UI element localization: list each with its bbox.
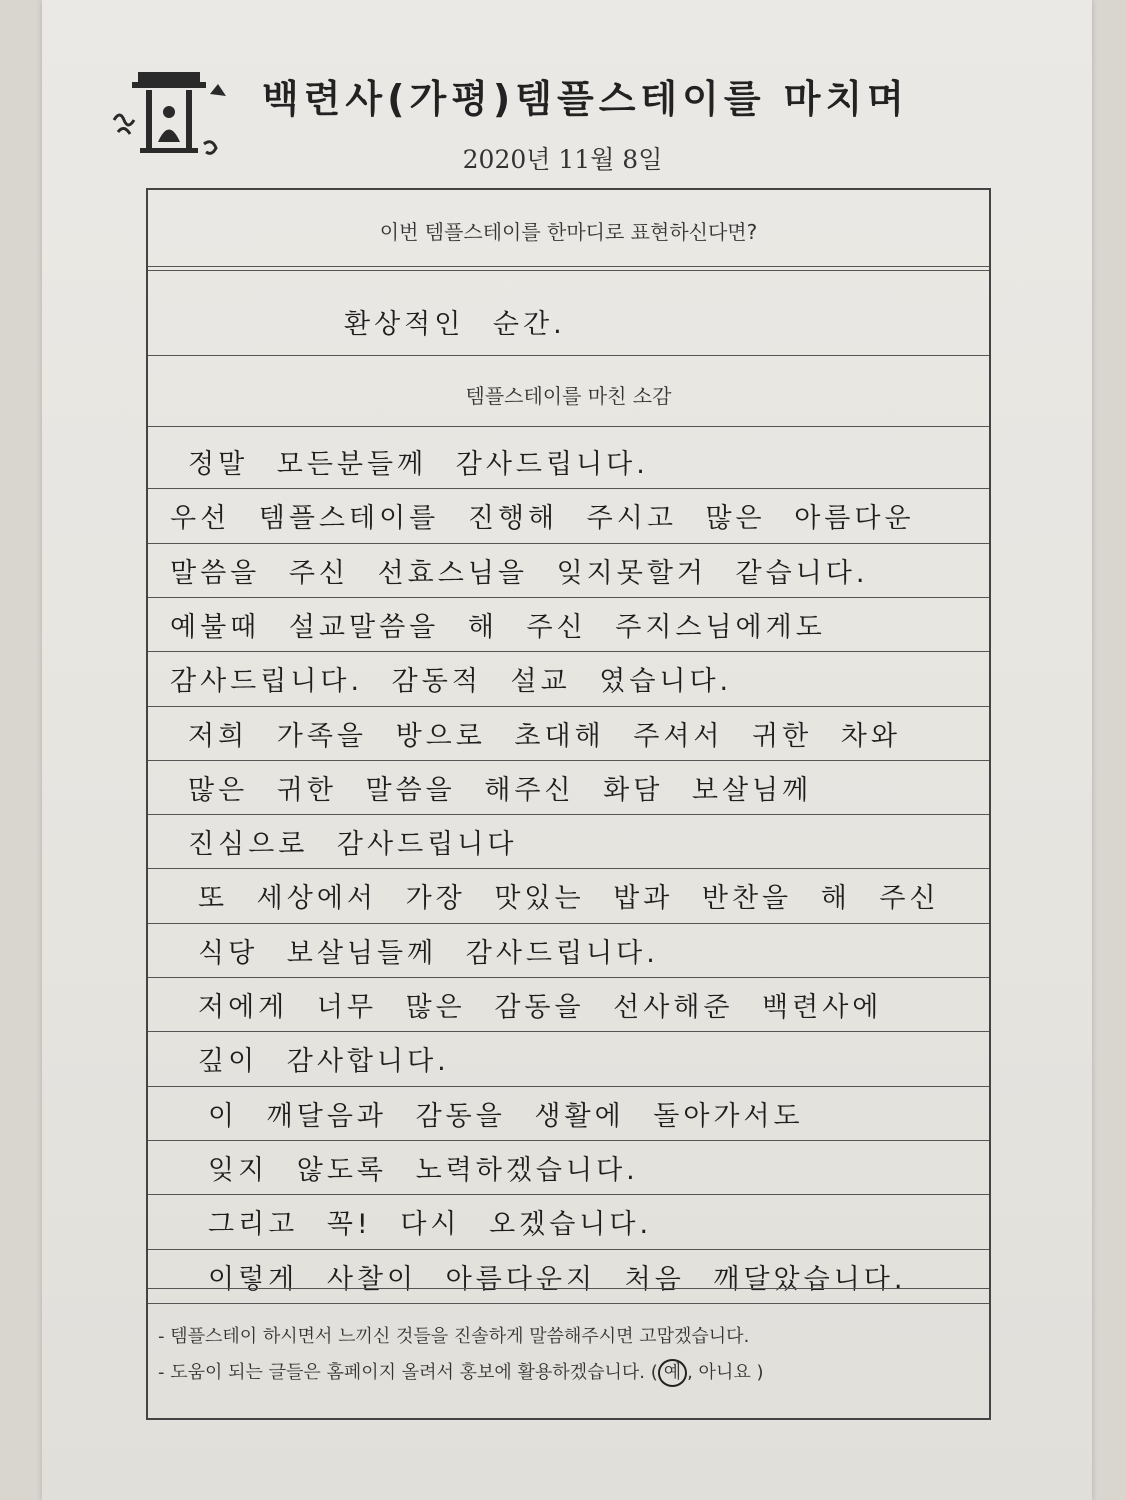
date-field: 2020년 11월 8일 — [462, 145, 663, 174]
impression-line: 이렇게 사찰이 아름다운지 처음 깨달았습니다. — [208, 1263, 907, 1295]
consent-no-option[interactable]: , 아니요 ) — [687, 1362, 764, 1383]
ruled-line — [148, 1303, 989, 1304]
divider — [148, 1288, 989, 1289]
impression-line: 저에게 너무 많은 감동을 선사해준 백련사에 — [198, 992, 883, 1023]
impression-line: 깊이 감사합니다. — [198, 1046, 450, 1078]
answer-one-text: 환상적인 순간. — [344, 309, 566, 340]
ruled-line — [148, 868, 989, 869]
impression-line: 또 세상에서 가장 맛있는 밥과 반찬을 해 주신 — [198, 883, 940, 915]
ruled-line — [148, 488, 989, 489]
ruled-line — [148, 1249, 989, 1250]
divider — [148, 270, 989, 271]
impression-line: 예불때 설교말씀을 해 주신 주지스님에게도 — [170, 611, 826, 643]
question-two-label: 템플스테이를 마친 소감 — [465, 384, 672, 408]
impression-line: 잊지 않도록 노력하겠습니다. — [208, 1154, 639, 1186]
ruled-line — [148, 1086, 989, 1087]
impression-line: 저희 가족을 방으로 초대해 주셔서 귀한 차와 — [188, 720, 901, 752]
survey-form — [146, 188, 991, 1420]
ruled-line — [148, 814, 989, 815]
ruled-line — [148, 543, 989, 544]
ruled-line — [148, 923, 989, 924]
page-title: 백련사(가평)템플스테이를 마치며 — [262, 77, 909, 121]
impression-line: 정말 모든분들께 감사드립니다. — [188, 449, 649, 480]
ruled-line — [148, 977, 989, 978]
ruled-line — [148, 651, 989, 652]
impression-line: 진심으로 감사드립니다 — [188, 829, 518, 861]
divider — [148, 266, 989, 267]
impression-line: 말씀을 주신 선효스님을 잊지못할거 같습니다. — [170, 557, 869, 589]
ruled-line — [148, 760, 989, 761]
question-one-label: 이번 템플스테이를 한마디로 표현하신다면? — [379, 220, 758, 244]
note-honest-feedback: - 템플스테이 하시면서 느끼신 것들을 진솔하게 말씀해주시면 고맙겠습니다. — [158, 1326, 750, 1347]
impression-line: 식당 보살님들께 감사드립니다. — [198, 937, 659, 969]
ruled-line — [148, 1140, 989, 1141]
ruled-line — [148, 597, 989, 598]
note-consent-question — [158, 1358, 763, 1387]
ruled-line — [148, 706, 989, 707]
impression-line: 많은 귀한 말씀을 해주신 화담 보살님께 — [188, 774, 813, 806]
ruled-line — [148, 1194, 989, 1195]
note-consent-text: - 도움이 되는 글들은 홈페이지 올려서 홍보에 활용하겠습니다. ( — [158, 1362, 658, 1383]
impression-line: 그리고 꼭! 다시 오겠습니다. — [208, 1209, 653, 1241]
impression-line: 우선 템플스테이를 진행해 주시고 많은 아름다운 — [170, 503, 915, 535]
consent-yes-option[interactable]: 예 — [658, 1359, 687, 1387]
divider — [148, 426, 989, 427]
impression-line: 감사드립니다. 감동적 설교 였습니다. — [170, 666, 733, 698]
ruled-line — [148, 1031, 989, 1032]
impression-line: 이 깨달음과 감동을 생활에 돌아가서도 — [208, 1100, 804, 1132]
divider — [148, 355, 989, 356]
